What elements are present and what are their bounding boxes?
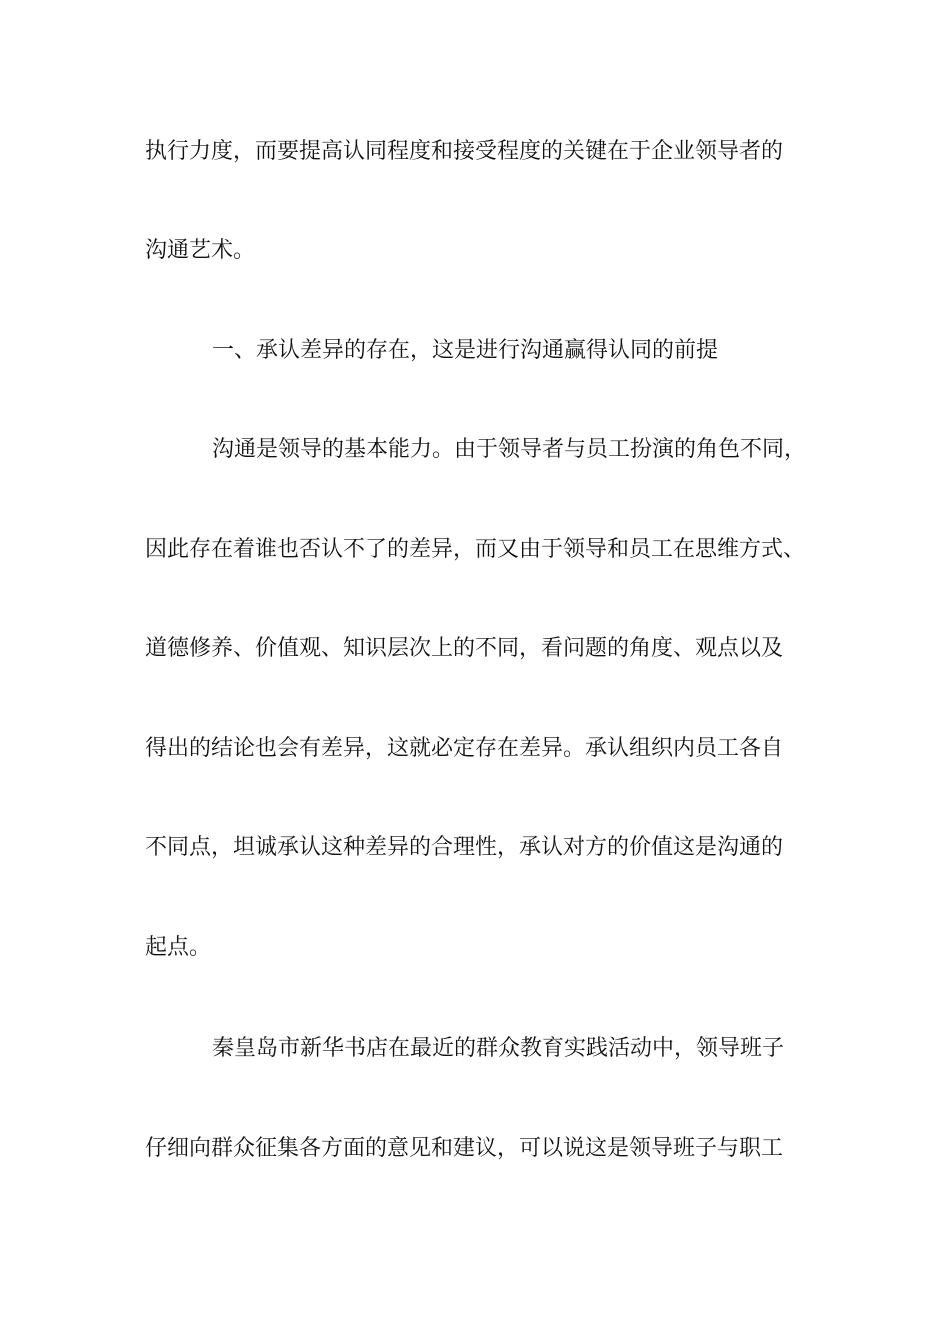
paragraph-line: 因此存在着谁也否认不了的差异，而又由于领导和员工在思维方式、	[145, 537, 806, 562]
paragraph-line: 执行力度，而要提高认同程度和接受程度的关键在于企业领导者的	[145, 139, 784, 164]
paragraph-line: 沟通艺术。	[145, 238, 256, 263]
paragraph-line: 道德修养、价值观、知识层次上的不同，看问题的角度、观点以及	[145, 636, 784, 661]
paragraph-line: 起点。	[145, 935, 212, 960]
paragraph-line: 仔细向群众征集各方面的意见和建议，可以说这是领导班子与职工	[145, 1136, 784, 1161]
paragraph-line: 秦皇岛市新华书店在最近的群众教育实践活动中，领导班子	[212, 1036, 785, 1061]
paragraph-line: 得出的结论也会有差异，这就必定存在差异。承认组织内员工各自	[145, 736, 784, 761]
section-heading: 一、承认差异的存在，这是进行沟通赢得认同的前提	[212, 338, 719, 363]
paragraph-line: 沟通是领导的基本能力。由于领导者与员工扮演的角色不同，	[212, 437, 807, 462]
paragraph-line: 不同点，坦诚承认这种差异的合理性，承认对方的价值这是沟通的	[145, 835, 784, 860]
